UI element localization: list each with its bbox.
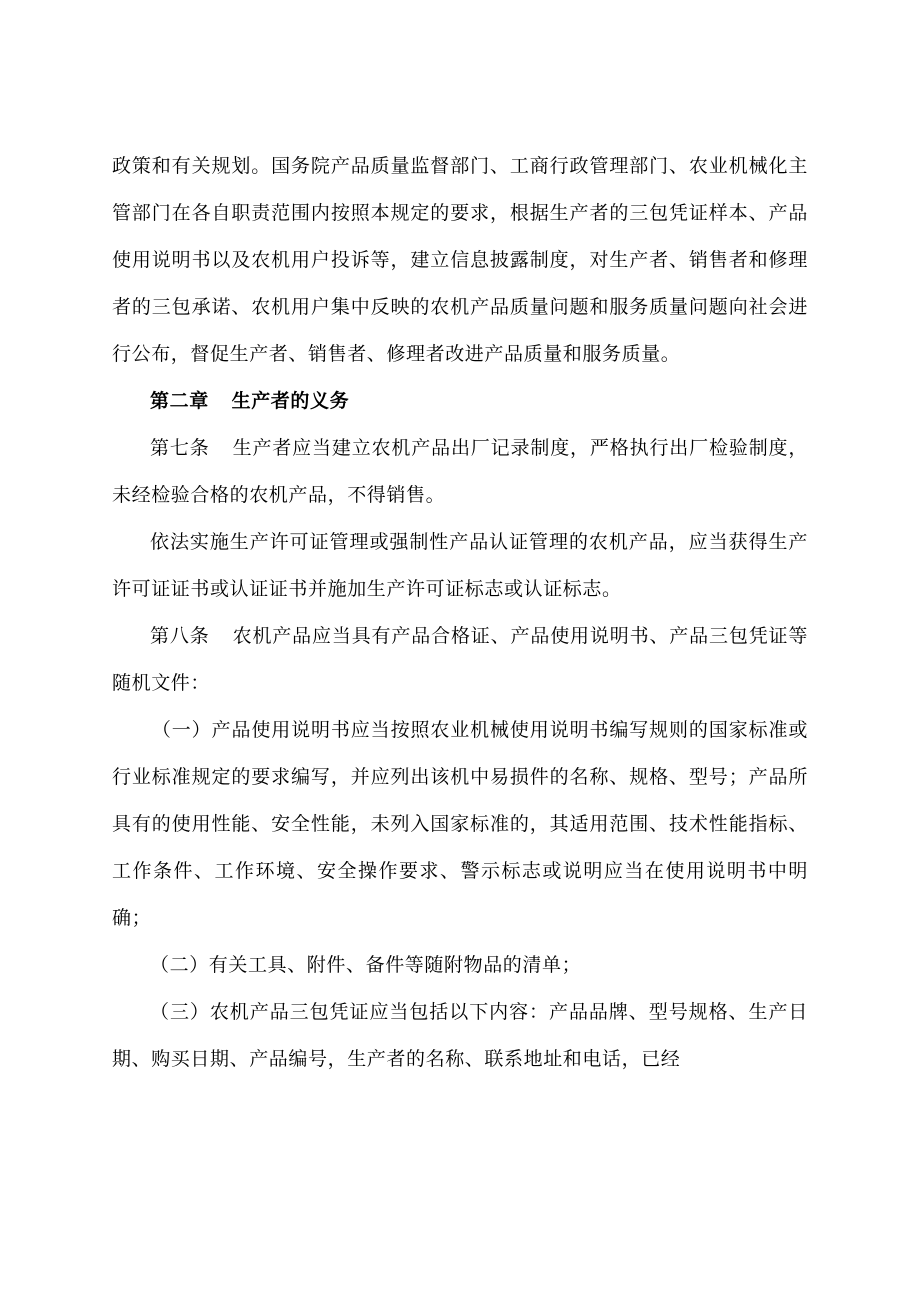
chapter-title: 生产者的义务	[231, 390, 350, 412]
article-7	[112, 425, 808, 519]
article-8	[112, 613, 808, 707]
article-8-label: 第八条	[150, 625, 210, 647]
article-7-text: 生产者应当建立农机产品出厂记录制度，严格执行出厂检验制度，未经检验合格的农机产品，不得销售。	[112, 437, 808, 506]
chapter-label: 第二章	[150, 390, 209, 412]
list-item-accessories: （二）有关工具、附件、备件等随附物品的清单；	[150, 954, 582, 976]
article-8-text: 农机产品应当具有产品合格证、产品使用说明书、产品三包凭证等随机文件：	[112, 625, 808, 694]
document-body	[112, 143, 808, 1083]
list-item-warranty-certificate: （三）农机产品三包凭证应当包括以下内容：产品品牌、型号规格、生产日期、购买日期、产品编号，生产者的名称、联系地址和电话，已经	[112, 1001, 808, 1070]
chapter-heading	[112, 378, 808, 425]
paragraph-policy-disclosure: 政策和有关规划。国务院产品质量监督部门、工商行政管理部门、农业机械化主管部门在各自职责范围内按照本规定的要求，根据生产者的三包凭证样本、产品使用说明书以及农机用户投诉等，建立信息披露制度，对生产者、销售者和修理者的三包承诺、农机用户集中反映的农机产品质量问题和服务质量问题向社会进行公布，督促生产者、销售者、修理者改进产品质量和服务质量。	[112, 155, 808, 365]
paragraph-license-certification: 依法实施生产许可证管理或强制性产品认证管理的农机产品，应当获得生产许可证证书或认证证书并施加生产许可证标志或认证标志。	[112, 531, 808, 600]
list-item-manual: （一）产品使用说明书应当按照农业机械使用说明书编写规则的国家标准或行业标准规定的要求编写，并应列出该机中易损件的名称、规格、型号；产品所具有的使用性能、安全性能，未列入国家标准的，其适用范围、技术性能指标、工作条件、工作环境、安全操作要求、警示标志或说明应当在使用说明书中明确；	[112, 719, 808, 929]
article-7-label: 第七条	[150, 437, 210, 459]
